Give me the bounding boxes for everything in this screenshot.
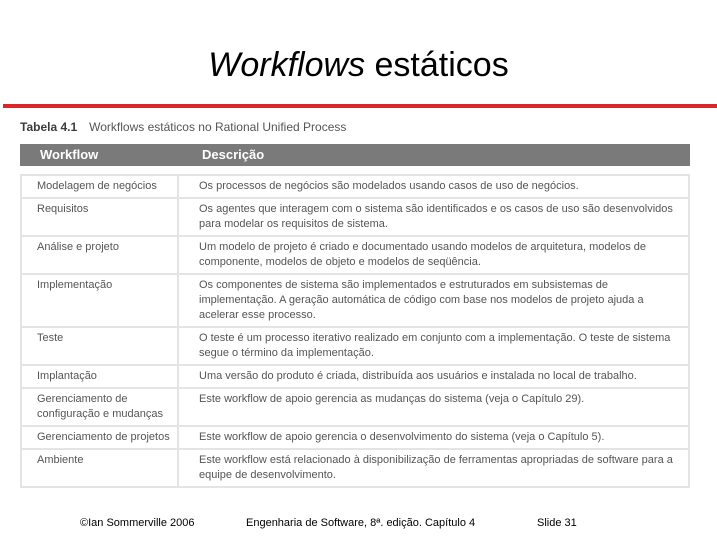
- table-caption-text: Workflows estáticos no Rational Unified Process: [89, 120, 347, 134]
- workflow-description-cell: Os componentes de sistema são implementados e estruturados em subsistemas de implementação. A geração automática de código com base nos modelos de projeto ajuda a acelerar esse processo.: [179, 275, 688, 326]
- table-row: [22, 328, 688, 364]
- workflow-name-cell: Implantação: [22, 366, 177, 387]
- column-header-descricao: Descrição: [202, 147, 265, 162]
- table-caption: [20, 120, 346, 134]
- workflow-name-cell: Teste: [22, 328, 177, 364]
- workflow-description-cell: Os processos de negócios são modelados usando casos de uso de negócios.: [179, 176, 688, 197]
- table-row: [22, 450, 688, 486]
- slide-title: [0, 46, 717, 85]
- slide-title-italic: Workflows: [208, 46, 366, 84]
- table-row: [22, 275, 688, 326]
- footer-slide-number: Slide 31: [537, 517, 577, 529]
- table-row: [22, 237, 688, 273]
- footer-book-title: Engenharia de Software, 8ª. edição. Capítulo 4: [246, 517, 476, 529]
- table-row: [22, 176, 688, 197]
- table-row: [22, 199, 688, 235]
- workflow-name-cell: Gerenciamento de projetos: [22, 427, 177, 448]
- workflow-description-cell: Uma versão do produto é criada, distribuída aos usuários e instalada no local de trabalho.: [179, 366, 688, 387]
- workflow-name-cell: Modelagem de negócios: [22, 176, 177, 197]
- table-row: [22, 366, 688, 387]
- slide-title-rest: estáticos: [365, 46, 509, 84]
- table-body: [20, 174, 690, 488]
- workflow-name-cell: Gerenciamento de configuração e mudanças: [22, 389, 177, 425]
- workflow-description-cell: Este workflow de apoio gerencia as mudanças do sistema (veja o Capítulo 29).: [179, 389, 688, 425]
- footer-copyright: ©Ian Sommerville 2006: [80, 517, 195, 529]
- table-row: [22, 427, 688, 448]
- workflow-name-cell: Implementação: [22, 275, 177, 326]
- workflow-name-cell: Análise e projeto: [22, 237, 177, 273]
- table-row: [22, 389, 688, 425]
- workflow-description-cell: Os agentes que interagem com o sistema são identificados e os casos de uso são desenvolvidos para modelar os requisitos de sistema.: [179, 199, 688, 235]
- workflow-description-cell: Este workflow de apoio gerencia o desenvolvimento do sistema (veja o Capítulo 5).: [179, 427, 688, 448]
- workflow-description-cell: Este workflow está relacionado à disponibilização de ferramentas apropriadas de software para a equipe de desenvolvimento.: [179, 450, 688, 486]
- table-caption-number: Tabela 4.1: [20, 120, 78, 134]
- table-header: [20, 144, 690, 166]
- workflow-name-cell: Requisitos: [22, 199, 177, 235]
- workflow-description-cell: O teste é um processo iterativo realizado em conjunto com a implementação. O teste de sistema segue o término da implementação.: [179, 328, 688, 364]
- column-header-workflow: Workflow: [40, 147, 99, 162]
- title-divider: [3, 104, 717, 108]
- workflow-name-cell: Ambiente: [22, 450, 177, 486]
- workflow-description-cell: Um modelo de projeto é criado e documentado usando modelos de arquitetura, modelos de componente, modelos de objeto e modelos de seqüência.: [179, 237, 688, 273]
